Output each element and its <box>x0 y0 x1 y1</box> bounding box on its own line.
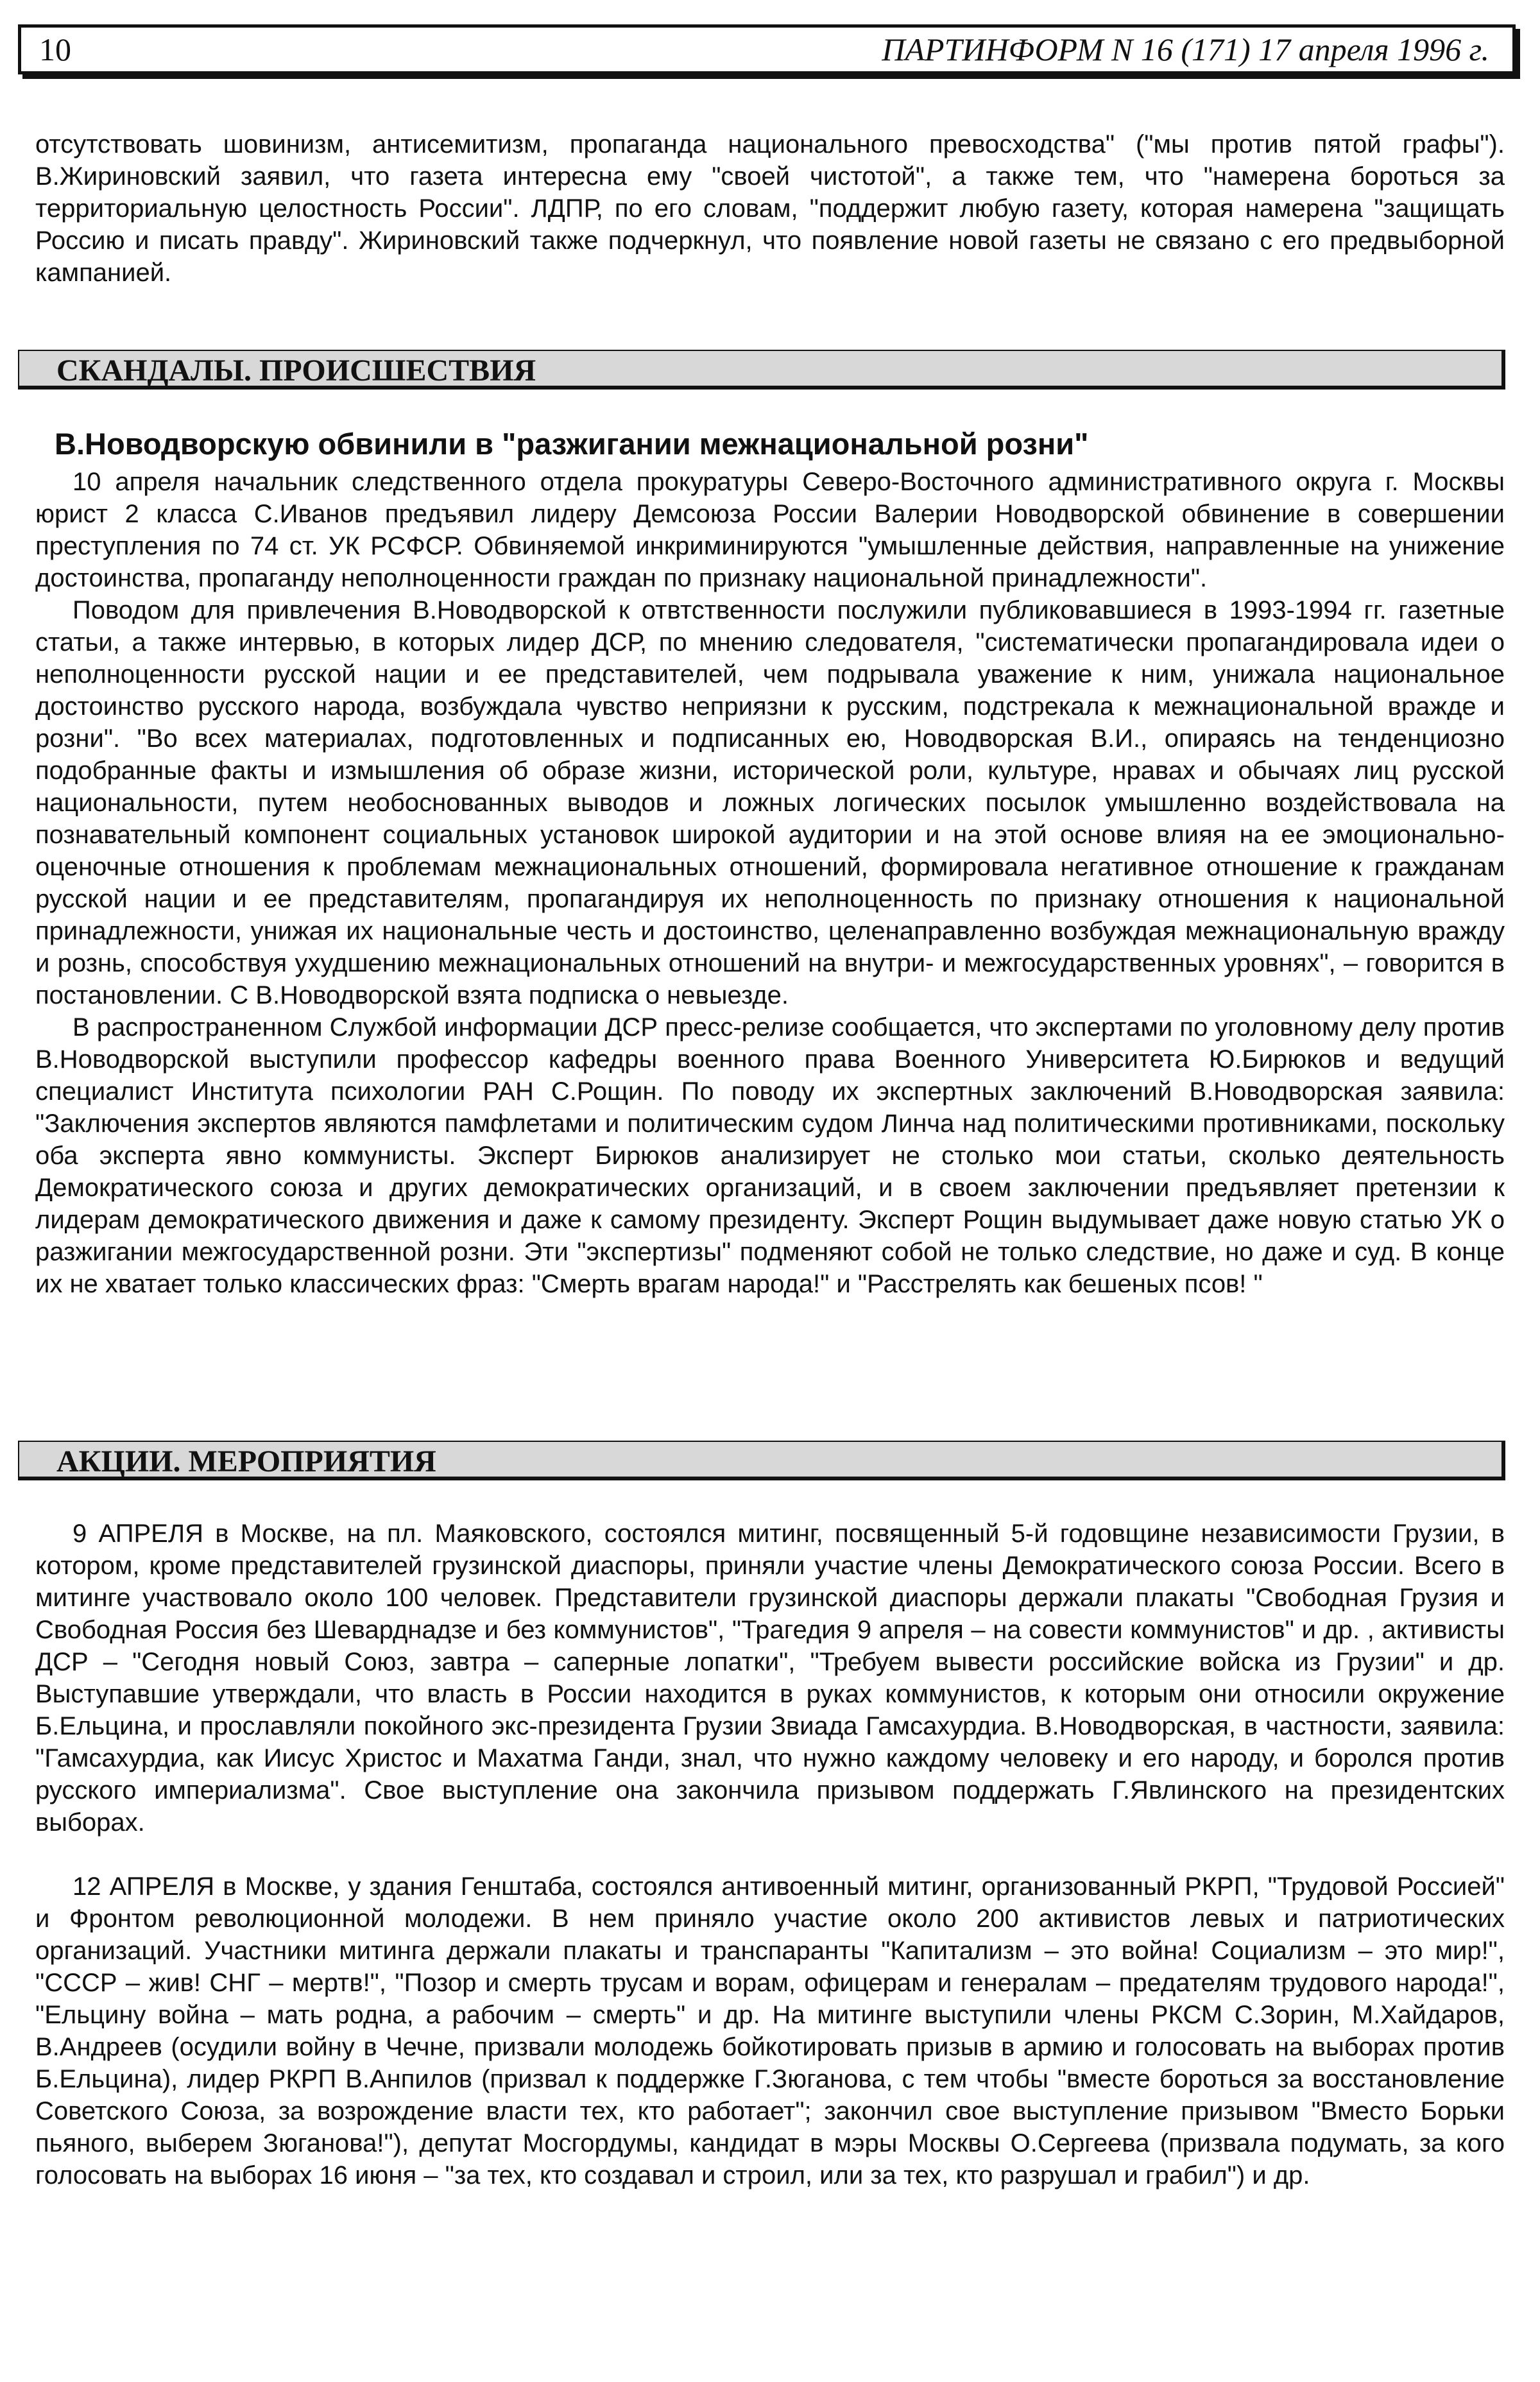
page-number: 10 <box>39 31 71 67</box>
event-paragraph: 12 АПРЕЛЯ в Москве, у здания Генштаба, состоялся антивоенный митинг, организованный РКРП, "Трудовой Россией" и Фронтом революционной молодежи. В нем приняло участие около 200 активистов левых и патриотических организаций. Участники митинга держали плакаты и транспаранты "Капитализм – это война! Социализм – это мир!", "СССР – жив! СНГ – мертв!", "Позор и смерть трусам и ворам, офицерам и генералам – предателям трудового народа!", "Ельцину война – мать родна, а рабочим – смерть" и др. На митинге выступили члены РКСМ С.Зорин, М.Хайдаров, В.Андреев (осудили войну в Чечне, призвали молодежь бойкотировать призыв в армию и голосовать на выборах против Б.Ельцина), лидер РКРП В.Анпилов (призвал к поддержке Г.Зюганова, с тем чтобы "вместе бороться за восстановление Советского Союза, за возрождение власти тех, кто работает"; закончил свое выступление призывом "Вместо Борьки пьяного, выберем Зюганова!"), депутат Мосгордумы, кандидат в мэры Москвы О.Сергеева (призвала подумать, за кого голосовать на выборах 16 июня – "за тех, кто создавал и строил, или за тех, кто разрушал и грабил") и др. <box>35 1872 1505 2189</box>
event-paragraph: 9 АПРЕЛЯ в Москве, на пл. Маяковского, состоялся митинг, посвященный 5-й годовщине независимости Грузии, в котором, кроме представителей грузинской диаспоры, приняли участие члены Демократического союза России. Всего в митинге участвовало около 100 человек. Представители грузинской диаспоры держали плакаты "Свободная Грузия и Свободная Россия без Шеварднадзе и без коммунистов", "Трагедия 9 апреля – на совести коммунистов" и др. , активисты ДСР – "Сегодня новый Союз, завтра – саперные лопатки", "Требуем вывести российские войска из Грузии" и др. Выступавшие утверждали, что власть в России находится в руках коммунистов, к которым они относили окружение Б.Ельцина, и прославляли покойного экс-президента Грузии Звиада Гамсахурдиа. В.Новодворская, в частности, заявила: "Гамсахурдиа, как Иисус Христос и Махатма Ганди, знал, что нужно каждому человеку и его народу, и боролся против русского империализма". Свое выступление она закончила призывом поддержать Г.Явлинского на президентских выборах. <box>35 1520 1505 1837</box>
scandals-article <box>35 426 1505 1300</box>
article-paragraph: В распространенном Службой информации ДСР пресс-релизе сообщается, что экспертами по уголовному делу против В.Новодворской выступили профессор кафедры военного права Военного Университета Ю.Бирюков и ведущий специалист Института психологии РАН С.Рощин. По поводу их экспертных заключений В.Новодворская заявила: "Заключения экспертов являются памфлетами и политическим судом Линча над политическими противниками, поскольку оба эксперта явно коммунисты. Эксперт Бирюков анализирует не столько мои статьи, сколько деятельность Демократического союза и других демократических организаций, и в своем заключении предъявляет претензии к лидерам демократического движения и даже к самому президенту. Эксперт Рощин выдумывает даже новую статью УК о разжигании межгосударственной розни. Эти "экспертизы" подменяют собой не только следствие, но даже и суд. В конце их не хватает только классических фраз: "Смерть врагам народа!" и "Расстрелять как бешеных псов! " <box>35 1013 1505 1298</box>
paragraph-gap <box>35 1838 1505 1871</box>
section-heading-actions: АКЦИИ. МЕРОПРИЯТИЯ <box>18 1441 1505 1480</box>
issue-line: ПАРТИНФОРМ N 16 (171) 17 апреля 1996 г. <box>882 31 1489 67</box>
article-paragraph: 10 апреля начальник следственного отдела прокуратуры Северо-Восточного административного округа г. Москвы юрист 2 класса С.Иванов предъявил лидеру Демсоюза России Валерии Новодворской обвинение в совершении преступления по 74 ст. УК РСФСР. Обвиняемой инкриминируются "умышленные действия, направленные на унижение достоинства, пропаганду неполноценности граждан по признаку национальной принадлежности". <box>35 468 1505 592</box>
intro-block <box>35 128 1505 289</box>
running-header <box>18 24 1516 74</box>
article-paragraph: Поводом для привлечения В.Новодворской к отвтственности послужили публиковавшиеся в 1993-1994 гг. газетные статьи, а также интервью, в которых лидер ДСР, по мнению следователя, "систематически пропагандировала идеи о неполноценности русской нации и ее представителей, чем подрывала уважение к ним, унижала национальное достоинство русского народа, возбуждала чувство неприязни к русским, подстрекала к межнациональной вражде и розни". "Во всех материалах, подготовленных и подписанных ею, Новодворская В.И., опираясь на тенденциозно подобранные факты и измышления об образе жизни, исторической роли, культуре, нравах и обычаях лиц русской национальности, путем необоснованных выводов и ложных логических посылок умышленно воздействовала на познавательный компонент социальных установок широкой аудитории и на этой основе влияя на ее эмоционально-оценочные отношения к проблемам межнациональных отношений, формировала негативное отношение к гражданам русской нации и ее представителям, пропагандируя их неполноценность по признаку отношения к национальной принадлежности, унижая их национальные честь и достоинство, целенаправленно возбуждая межнациональную вражду и рознь, способствуя ухудшению межнациональных отношений на внутри- и межгосударственных уровнях", – говорится в постановлении. С В.Новодворской взята подписка о невыезде. <box>35 596 1505 1009</box>
actions-block <box>35 1518 1505 2191</box>
intro-paragraph: отсутствовать шовинизм, антисемитизм, пропаганда национального превосходства" ("мы против пятой графы"). В.Жириновский заявил, что газета интересна ему "своей чистотой", а также тем, что "намерена бороться за территориальную целостность России". ЛДПР, по его словам, "поддержит любую газету, которая намерена "защищать Россию и писать правду". Жириновский также подчеркнул, что появление новой газеты не связано с его предвыборной кампанией. <box>35 130 1505 287</box>
article-title: В.Новодворскую обвинили в "разжигании межнациональной розни" <box>55 427 1089 461</box>
section-heading-scandals: СКАНДАЛЫ. ПРОИСШЕСТВИЯ <box>18 350 1505 390</box>
